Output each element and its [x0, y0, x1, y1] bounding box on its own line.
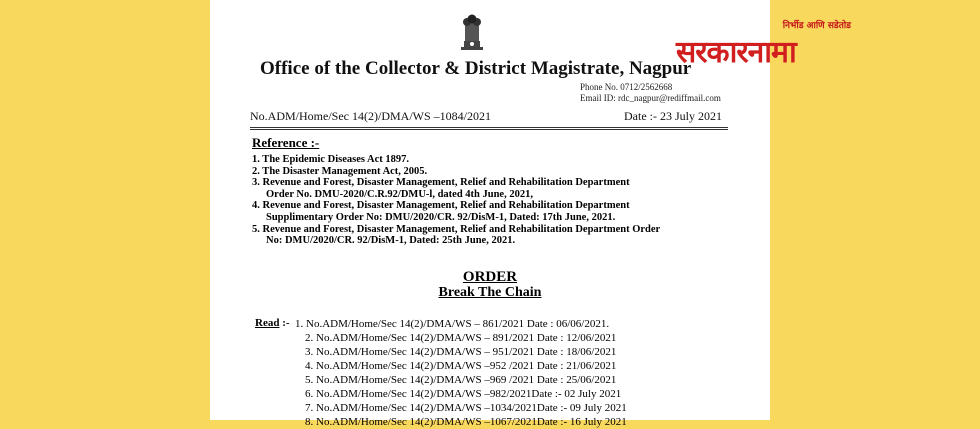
office-title: Office of the Collector & District Magistrate, Nagpur — [260, 58, 692, 79]
reference-item: 4. Revenue and Forest, Disaster Management, Relief and Rehabilitation Department — [252, 200, 630, 212]
phone-number: Phone No. 0712/2562668 — [580, 82, 673, 92]
reference-item: 1. The Epidemic Diseases Act 1897. — [252, 154, 410, 165]
reference-item: 2. The Disaster Management Act, 2005. — [252, 165, 428, 177]
logo-tagline: निर्भीड आणि सडेतोड — [782, 21, 851, 31]
reference-item: 3. Revenue and Forest, Disaster Management, Relief and Rehabilitation Department — [252, 177, 630, 189]
read-item: 8. No.ADM/Home/Sec 14(2)/DMA/WS –1067/2021Date :- 16 July 2021 — [305, 416, 627, 428]
reference-item: Order No. DMU-2020/C.R.92/DMU-l, dated 4th June, 2021, — [266, 188, 533, 200]
read-item: 7. No.ADM/Home/Sec 14(2)/DMA/WS –1034/2021Date :- 09 July 2021 — [305, 402, 627, 414]
divider — [250, 127, 728, 128]
email-address: Email ID: rdc_nagpur@rediffmail.com — [580, 93, 721, 103]
sarkarnama-logo — [676, 18, 851, 76]
contact-info — [580, 82, 721, 104]
read-item: 3. No.ADM/Home/Sec 14(2)/DMA/WS – 951/2021 Date : 18/06/2021 — [305, 346, 617, 358]
logo-wordmark: सरकारनामा — [676, 35, 796, 70]
reference-item: Supplimentary Order No: DMU/2020/CR. 92/DisM-1, Dated: 17th June, 2021. — [266, 211, 616, 223]
read-item: 5. No.ADM/Home/Sec 14(2)/DMA/WS –969 /2021 Date : 25/06/2021 — [305, 374, 617, 386]
state-emblem-icon — [455, 8, 489, 54]
order-title: ORDER — [462, 269, 518, 285]
read-item: 2. No.ADM/Home/Sec 14(2)/DMA/WS – 891/2021 Date : 12/06/2021 — [305, 332, 617, 344]
divider — [250, 129, 728, 130]
reference-list — [252, 154, 712, 247]
reference-item: No: DMU/2020/CR. 92/DisM-1, Dated: 25th June, 2021. — [266, 235, 516, 247]
reference-item: 5. Revenue and Forest, Disaster Management, Relief and Rehabilitation Department Order — [252, 223, 661, 235]
read-label-text: Read — [255, 317, 280, 329]
document-date: Date :- 23 July 2021 — [624, 109, 722, 123]
read-item: 4. No.ADM/Home/Sec 14(2)/DMA/WS –952 /2021 Date : 21/06/2021 — [305, 360, 617, 372]
read-label: Read :- — [255, 317, 290, 329]
reference-heading: Reference :- — [252, 135, 320, 150]
read-item: 1. No.ADM/Home/Sec 14(2)/DMA/WS – 861/2021 Date : 06/06/2021. — [295, 318, 610, 330]
order-subtitle: Break The Chain — [438, 285, 542, 300]
read-list — [295, 317, 627, 429]
read-item: 6. No.ADM/Home/Sec 14(2)/DMA/WS –982/2021Date :- 02 July 2021 — [305, 388, 622, 400]
reference-number: No.ADM/Home/Sec 14(2)/DMA/WS –1084/2021 — [250, 109, 491, 123]
